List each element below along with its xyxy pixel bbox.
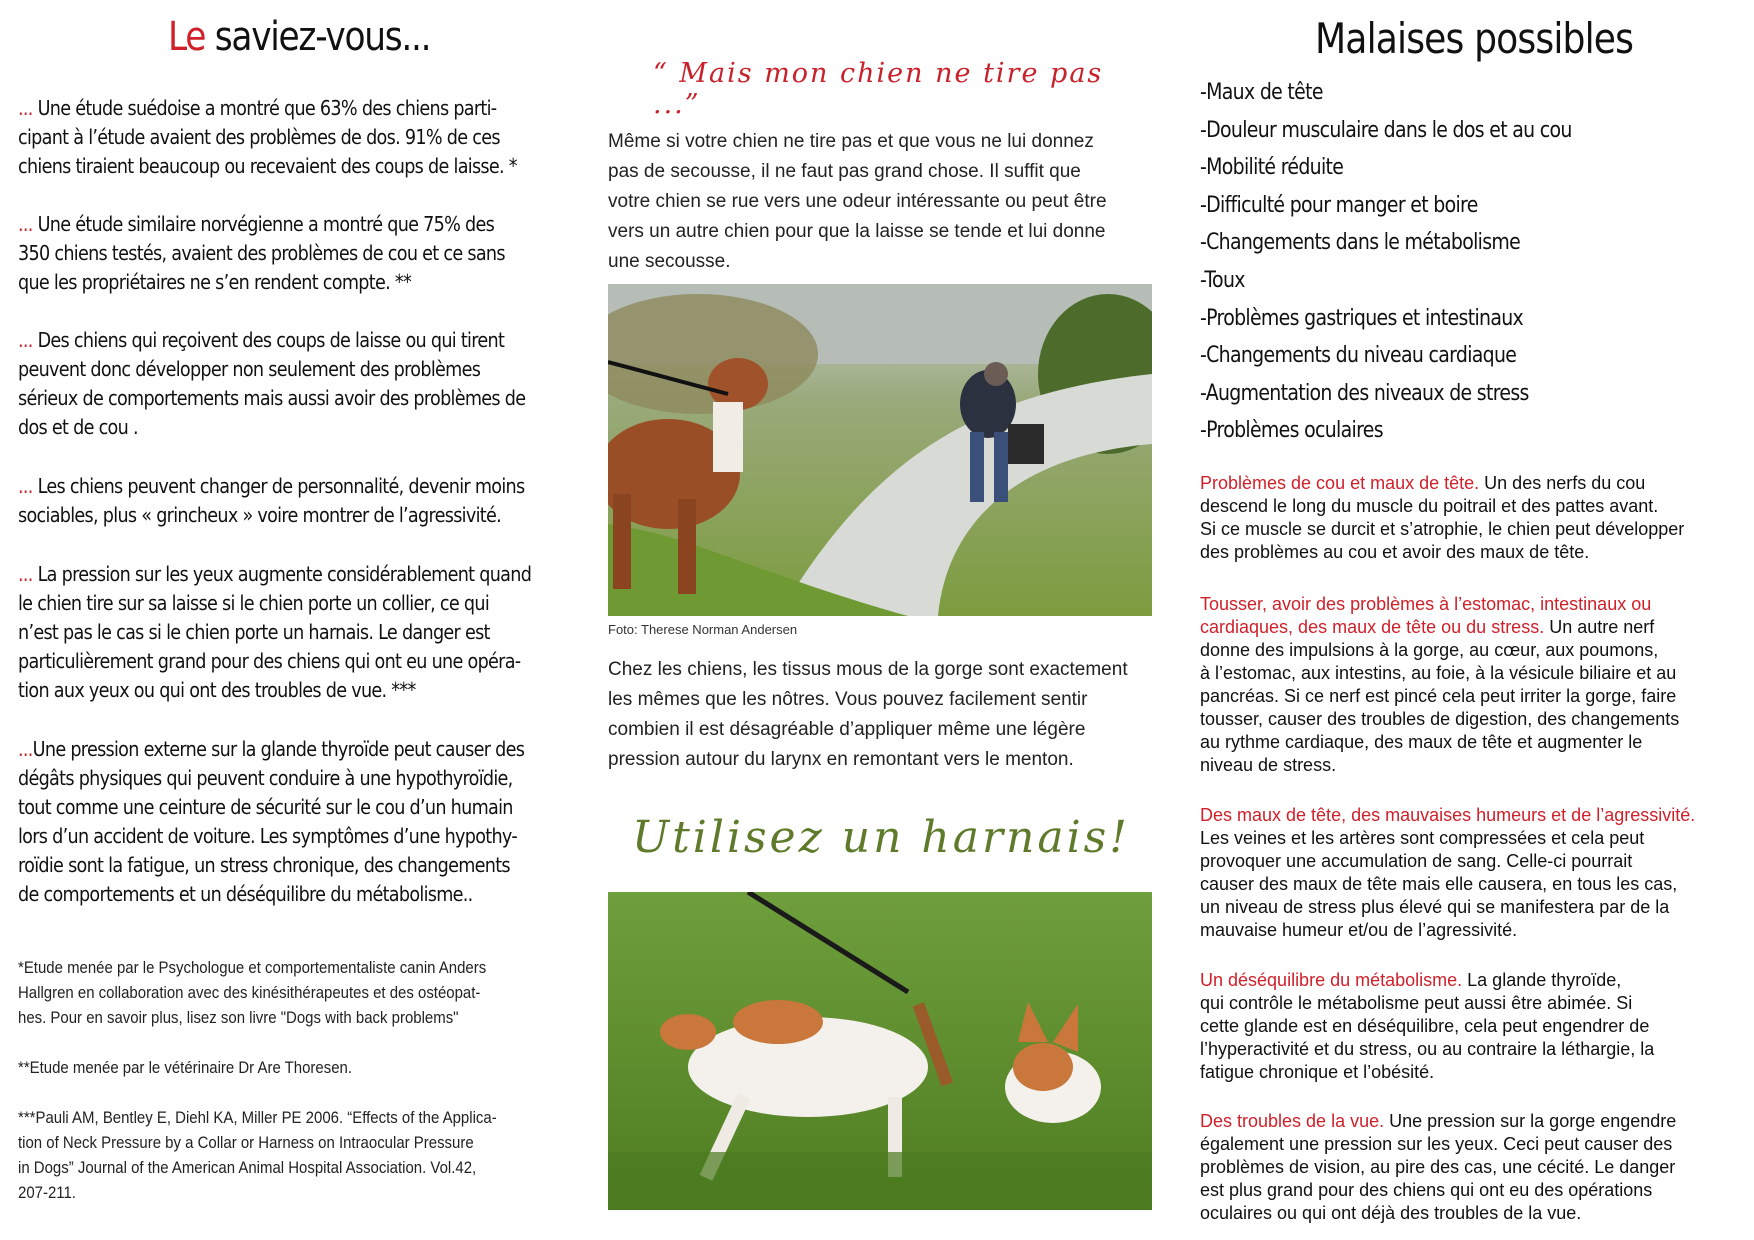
list-item: -Difficulté pour manger et boire (1200, 192, 1478, 218)
harness-heading: Utilisez un harnais! (632, 812, 1130, 863)
left-title (168, 14, 430, 60)
list-item: -Maux de tête (1200, 80, 1323, 105)
dog-sniffing-photo (608, 892, 1152, 1210)
detail-paragraph (1200, 1110, 1746, 1225)
list-item: -Toux (1200, 267, 1245, 293)
fact-ellipsis: ... (18, 96, 33, 120)
fact-paragraph (18, 94, 578, 181)
list-item: -Changements du niveau cardiaque (1200, 343, 1517, 369)
intro-paragraph: Même si votre chien ne tire pas et que vous ne lui donnez pas de secousse, il ne faut pas grand chose. Il suffit que votre chien se rue vers une odeur intéressante ou peut être vers un autre chien pour que la laisse se tende et lui donne une secousse. (608, 131, 1107, 272)
dog-walk-photo (608, 284, 1152, 616)
fact-paragraph (18, 560, 578, 705)
list-item: -Problèmes gastriques et intestinaux (1200, 305, 1524, 331)
left-title-highlight: Le (168, 14, 206, 60)
list-item: -Douleur musculaire dans le dos et au cou (1200, 117, 1572, 143)
malaise-list (1200, 78, 1632, 454)
fact-paragraph (18, 326, 578, 442)
footnote: **Etude menée par le vétérinaire Dr Are Thoresen. (18, 1058, 353, 1077)
detail-heading: Un déséquilibre du métabolisme. (1200, 970, 1463, 990)
fact-paragraph (18, 735, 578, 909)
list-item: -Mobilité réduite (1200, 155, 1344, 181)
fact-ellipsis: ... (18, 737, 33, 761)
detail-text: Un des nerfs du cou descend le long du muscle du poitrail et des pattes avant. Si ce muscle se durcit et s’atrophie, le chien peut développer des problèmes au cou et avoir des maux de tête. (1200, 473, 1685, 562)
right-title: Malaises possibles (1315, 14, 1634, 63)
fact-paragraph (18, 472, 578, 530)
photo-credit: Foto: Therese Norman Andersen (608, 622, 798, 637)
fact-text: Les chiens peuvent changer de personnalité, devenir moins sociables, plus « grincheux » voire montrer de l’agressivité. (18, 474, 525, 527)
fact-text: Une pression externe sur la glande thyroïde peut causer des dégâts physiques qui peuvent conduire à une hypothyroïdie, tout comme une ceinture de sécurité sur le cou d’un humain lors d’un accident de voiture. Les symptômes d’une hypothy- roïdie sont la fatigue, un stress chronique, des changements de comportements et un déséquilibre du métabolisme.. (18, 737, 525, 906)
detail-text: Les veines et les artères sont compressées et cela peut provoquer une accumulation de sang. Celle-ci pourrait causer des maux de tête mais elle causera, en tous les cas, un niveau de stress plus élevé qui se manifestera par de la mauvaise humeur et/ou de l’agressivité. (1200, 828, 1678, 940)
list-item: -Problèmes oculaires (1200, 418, 1383, 444)
detail-paragraph (1200, 472, 1746, 564)
fact-paragraph (18, 210, 578, 297)
detail-paragraph (1200, 804, 1746, 942)
fact-ellipsis: ... (18, 212, 33, 236)
detail-paragraph (1200, 969, 1746, 1084)
detail-text: Une pression sur la gorge engendre également une pression sur les yeux. Ceci peut causer des problèmes de vision, au pire des cas, une cécité. Le danger est plus grand pour des chiens qui ont eu des opérations oculaires ou qui ont déjà des troubles de la vue. (1200, 1111, 1677, 1223)
detail-heading: Des maux de tête, des mauvaises humeurs et de l’agressivité. (1200, 805, 1696, 825)
throat-paragraph: Chez les chiens, les tissus mous de la gorge sont exactement les mêmes que les nôtres. Vous pouvez facilement sentir combien il est désagréable d’appliquer même une légère pression autour du larynx en remontant vers le menton. (608, 659, 1128, 770)
list-item: -Changements dans le métabolisme (1200, 230, 1521, 256)
fact-ellipsis: ... (18, 562, 33, 586)
footnote: ***Pauli AM, Bentley E, Diehl KA, Miller PE 2006. “Effects of the Applica- tion of Neck Pressure by a Collar or Harness on Intraocular Pressure in Dogs” Journal of the American Animal Hospital Association. Vol.42, 207-211. (18, 1108, 497, 1202)
fact-text: Une étude suédoise a montré que 63% des chiens parti- cipant à l’étude avaient des problèmes de dos. 91% de ces chiens tiraient beaucoup ou recevaient des coups de laisse. * (18, 96, 517, 178)
fact-text: La pression sur les yeux augmente considérablement quand le chien tire sur sa laisse si le chien porte un collier, ce qui n’est pas le cas si le chien porte un harnais. Le danger est particulièrement grand pour des chiens qui ont eu une opéra- tion aux yeux ou qui ont des troubles de vue. *** (18, 562, 532, 702)
fact-text: Des chiens qui reçoivent des coups de laisse ou qui tirent peuvent donc développer non seulement des problèmes sérieux de comportements mais aussi avoir des problèmes de dos et de cou . (18, 328, 526, 439)
footnote: *Etude menée par le Psychologue et comportementaliste canin Anders Hallgren en collaboration avec des kinésithérapeutes et des ostéopat- hes. Pour en savoir plus, lisez son livre "Dogs with back problems" (18, 958, 487, 1027)
fact-text: Une étude similaire norvégienne a montré que 75% des 350 chiens testés, avaient des problèmes de cou et ce sans que les propriétaires ne s’en rendent compte. ** (18, 212, 505, 294)
detail-heading: Tousser, avoir des problèmes à l’estomac, intestinaux ou cardiaques, des maux de tête ou du stress. (1200, 594, 1652, 637)
detail-text: La glande thyroïde, qui contrôle le métabolisme peut aussi être abimée. Si cette glande est en déséquilibre, cela peut engendrer de l’hyperactivité et du stress, ou au contraire la léthargie, la fatigue chronique et l’obésité. (1200, 970, 1655, 1082)
detail-paragraph (1200, 593, 1746, 777)
left-title-rest: saviez-vous... (205, 14, 431, 60)
detail-heading: Problèmes de cou et maux de tête. (1200, 473, 1480, 493)
quote-heading: “ Mais mon chien ne tire pas ...” (653, 58, 1104, 120)
detail-text: Un autre nerf donne des impulsions à la gorge, au cœur, aux poumons, à l’estomac, aux intestins, au foie, à la vésicule biliaire et au pancréas. Si ce nerf est pincé cela peut irriter la gorge, faire tousser, causer des troubles de digestion, des changements au rythme cardiaque, des maux de tête et augmenter le niveau de stress. (1200, 617, 1680, 775)
detail-heading: Des troubles de la vue. (1200, 1111, 1385, 1131)
fact-ellipsis: ... (18, 328, 33, 352)
list-item: -Augmentation des niveaux de stress (1200, 380, 1529, 406)
fact-ellipsis: ... (18, 474, 33, 498)
